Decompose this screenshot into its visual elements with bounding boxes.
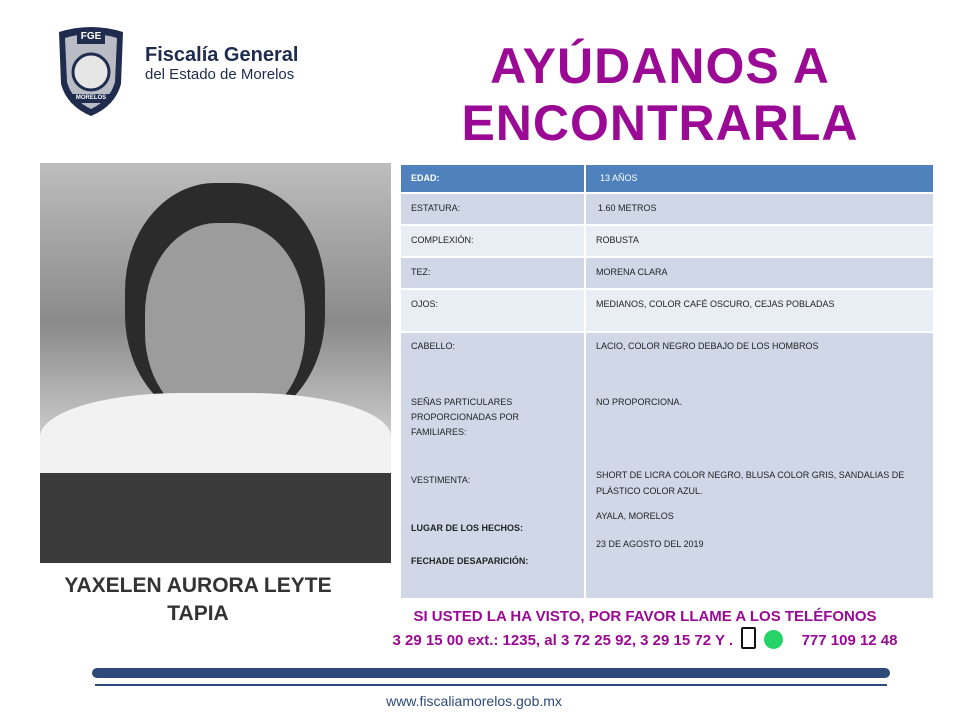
table-row	[401, 258, 933, 288]
org-name: Fiscalía General	[145, 44, 299, 66]
value-vestimenta: SHORT DE LICRA COLOR NEGRO, BLUSA COLOR GRIS, SANDALIAS DE PLÁSTICO COLOR AZUL.	[596, 470, 905, 496]
person-name	[40, 572, 356, 628]
label-cabello: CABELLO:	[411, 341, 456, 351]
value-complexion: ROBUSTA	[596, 235, 639, 245]
label-fecha: FECHADE DESAPARICIÓN:	[411, 556, 529, 566]
label-senas: SEÑAS PARTICULARES PROPORCIONADAS POR FAMILIARES:	[411, 397, 520, 437]
label-vestimenta: VESTIMENTA:	[411, 475, 471, 485]
value-senas: NO PROPORCIONA.	[596, 397, 683, 407]
website-link[interactable]: www.fiscaliamorelos.gob.mx	[386, 693, 562, 709]
phone-numbers: 3 29 15 00 ext.: 1235, al 3 72 25 92, 3 29 15 72 Y .	[392, 632, 734, 649]
label-estatura: ESTATURA:	[401, 194, 586, 224]
whatsapp-icon	[764, 630, 783, 649]
details-table	[401, 163, 933, 600]
logo-badge-text: FGE	[80, 31, 102, 42]
label-lugar: LUGAR DE LOS HECHOS:	[411, 523, 524, 533]
label-tez: TEZ:	[401, 258, 586, 288]
whatsapp-number: 777 109 12 48	[801, 632, 898, 649]
table-row	[401, 226, 933, 256]
footer-divider	[95, 684, 887, 686]
mobile-message-icon	[741, 627, 756, 649]
contact-info	[350, 606, 940, 651]
table-row	[401, 194, 933, 224]
value-fecha: 23 DE AGOSTO DEL 2019	[596, 539, 704, 549]
contact-line1: SI USTED LA HA VISTO, POR FAVOR LLAME A LOS TELÉFONOS	[413, 608, 877, 625]
headline-line1: AYÚDANOS A	[490, 38, 830, 94]
headline-line2: ENCONTRARLA	[461, 95, 859, 151]
value-edad: 13 AÑOS	[600, 173, 638, 183]
value-cabello: LACIO, COLOR NEGRO DEBAJO DE LOS HOMBROS	[596, 341, 819, 351]
table-row	[401, 165, 933, 192]
value-lugar: AYALA, MORELOS	[596, 511, 674, 521]
logo-band-text: MORELOS	[75, 95, 107, 101]
value-estatura: 1.60 METROS	[598, 203, 657, 213]
missing-person-photo	[40, 163, 391, 563]
name-line2: TAPIA	[167, 602, 229, 625]
value-tez: MORENA CLARA	[596, 267, 668, 277]
value-ojos: MEDIANOS, COLOR CAFÉ OSCURO, CEJAS POBLADAS	[596, 299, 835, 309]
table-row	[401, 290, 933, 331]
fge-logo	[55, 26, 127, 118]
table-row	[401, 333, 933, 598]
label-edad: EDAD:	[401, 165, 586, 192]
footer-bar	[92, 668, 890, 678]
name-line1: YAXELEN AURORA LEYTE	[64, 574, 332, 597]
org-subtitle: del Estado de Morelos	[145, 66, 295, 83]
label-ojos: OJOS:	[401, 290, 586, 331]
label-complexion: COMPLEXIÓN:	[401, 226, 586, 256]
